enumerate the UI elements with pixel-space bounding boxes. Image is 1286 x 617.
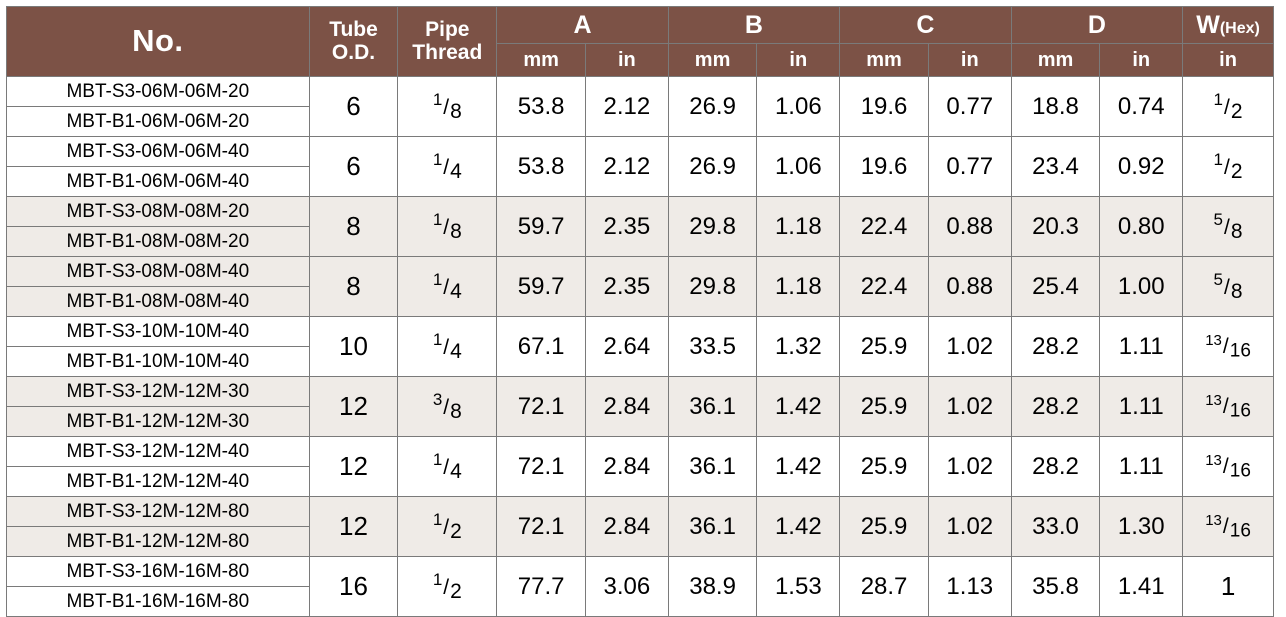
c-in-value: 1.02 (928, 317, 1011, 377)
c-mm-value: 25.9 (840, 437, 929, 497)
c-mm-value: 25.9 (840, 317, 929, 377)
b-mm-value: 26.9 (668, 77, 757, 137)
d-in-value: 0.92 (1100, 137, 1183, 197)
a-in-value: 2.64 (586, 317, 669, 377)
pipe-thread-value (398, 377, 497, 437)
fraction-denominator: 4 (450, 340, 462, 364)
part-number-bottom: MBT-B1-06M-06M-40 (7, 167, 310, 197)
fraction-numerator: 13 (1205, 511, 1222, 529)
fraction-slash: / (1222, 514, 1229, 538)
header-group-w (1183, 7, 1274, 44)
b-mm-value: 26.9 (668, 137, 757, 197)
a-mm-value: 67.1 (497, 317, 586, 377)
d-mm-value: 28.2 (1011, 317, 1100, 377)
fraction-slash: / (443, 96, 450, 120)
w-hex-value (1183, 497, 1274, 557)
header-group-d: D (1011, 7, 1182, 44)
header-pipe-thread-line1: Pipe (425, 18, 470, 42)
header-pipe-thread-line2: Thread (412, 40, 483, 64)
c-mm-value: 19.6 (840, 77, 929, 137)
d-in-value: 0.80 (1100, 197, 1183, 257)
w-hex-value (1183, 197, 1274, 257)
header-pipe-thread (398, 7, 497, 77)
b-in-value: 1.42 (757, 437, 840, 497)
d-mm-value: 35.8 (1011, 557, 1100, 617)
a-in-value: 3.06 (586, 557, 669, 617)
fraction (433, 391, 462, 422)
fraction-slash: / (443, 456, 450, 480)
fraction-numerator: 13 (1205, 391, 1222, 409)
d-in-value: 1.30 (1100, 497, 1183, 557)
a-in-value: 2.84 (586, 437, 669, 497)
pipe-thread-value (398, 557, 497, 617)
b-in-value: 1.32 (757, 317, 840, 377)
b-mm-value: 36.1 (668, 437, 757, 497)
fraction-slash: / (443, 156, 450, 180)
fraction-numerator: 1 (432, 149, 443, 169)
table-row (7, 317, 1274, 347)
fraction (1214, 271, 1243, 302)
d-mm-value: 18.8 (1011, 77, 1100, 137)
fraction-denominator: 8 (450, 220, 462, 244)
fraction-denominator: 8 (1230, 220, 1243, 244)
header-w-hex: (Hex) (1219, 19, 1260, 37)
fraction-denominator: 16 (1229, 460, 1251, 482)
w-hex-value (1183, 317, 1274, 377)
part-number-top: MBT-S3-12M-12M-40 (7, 437, 310, 467)
table-row (7, 497, 1274, 527)
header-part-number: No. (7, 7, 310, 77)
part-number-top: MBT-S3-10M-10M-40 (7, 317, 310, 347)
c-in-value: 0.77 (928, 137, 1011, 197)
fraction-slash: / (443, 576, 450, 600)
fraction-denominator: 2 (450, 580, 462, 604)
header-b-mm: mm (668, 44, 757, 77)
d-mm-value: 33.0 (1011, 497, 1100, 557)
table-row (7, 77, 1274, 107)
w-hex-value (1183, 437, 1274, 497)
fraction-slash: / (443, 516, 450, 540)
c-in-value: 1.02 (928, 437, 1011, 497)
header-group-b: B (668, 7, 839, 44)
pipe-thread-value (398, 77, 497, 137)
part-number-top: MBT-S3-12M-12M-30 (7, 377, 310, 407)
pipe-thread-value (398, 257, 497, 317)
fraction-denominator: 8 (450, 100, 462, 124)
w-hex-value (1183, 377, 1274, 437)
b-mm-value: 33.5 (668, 317, 757, 377)
part-number-top: MBT-S3-06M-06M-20 (7, 77, 310, 107)
fraction (1205, 333, 1251, 361)
part-number-top: MBT-S3-16M-16M-80 (7, 557, 310, 587)
fraction-denominator: 2 (1230, 160, 1243, 184)
w-hex-value (1183, 557, 1274, 617)
b-in-value: 1.06 (757, 137, 840, 197)
w-hex-value (1183, 257, 1274, 317)
b-in-value: 1.42 (757, 497, 840, 557)
part-number-bottom: MBT-B1-12M-12M-30 (7, 407, 310, 437)
fraction-numerator: 5 (1213, 209, 1224, 229)
fraction (1205, 513, 1251, 541)
c-in-value: 0.88 (928, 197, 1011, 257)
tube-od-value: 12 (309, 377, 398, 437)
fraction (433, 331, 462, 362)
b-in-value: 1.42 (757, 377, 840, 437)
tube-od-value: 16 (309, 557, 398, 617)
fraction-numerator: 1 (432, 569, 443, 589)
header-group-a: A (497, 7, 668, 44)
fraction (433, 151, 462, 182)
pipe-thread-value (398, 137, 497, 197)
fraction-numerator: 1 (1213, 89, 1224, 109)
a-mm-value: 77.7 (497, 557, 586, 617)
fraction-numerator: 1 (432, 329, 443, 349)
header-w-in: in (1183, 44, 1274, 77)
part-number-bottom: MBT-B1-10M-10M-40 (7, 347, 310, 377)
fraction (1214, 151, 1243, 182)
pipe-thread-value (398, 317, 497, 377)
header-w-label: W (1196, 10, 1220, 39)
b-in-value: 1.06 (757, 77, 840, 137)
fraction-slash: / (443, 216, 450, 240)
fraction-denominator: 4 (450, 280, 462, 304)
fraction (433, 91, 462, 122)
fraction-numerator: 1 (432, 89, 443, 109)
fraction-slash: / (1224, 276, 1230, 300)
header-tube-od (309, 7, 398, 77)
b-in-value: 1.18 (757, 197, 840, 257)
a-mm-value: 72.1 (497, 377, 586, 437)
d-in-value: 1.41 (1100, 557, 1183, 617)
spec-sheet (0, 6, 1286, 613)
c-mm-value: 22.4 (840, 197, 929, 257)
d-mm-value: 25.4 (1011, 257, 1100, 317)
header-c-in: in (928, 44, 1011, 77)
dimensions-table (6, 6, 1274, 617)
fraction-numerator: 1 (432, 509, 443, 529)
fraction-denominator: 16 (1229, 400, 1251, 422)
fraction-denominator: 4 (450, 160, 462, 184)
fraction-numerator: 13 (1205, 331, 1222, 349)
fraction-denominator: 2 (1230, 100, 1243, 124)
fraction-slash: / (1224, 216, 1230, 240)
fraction-denominator: 2 (450, 520, 462, 544)
a-mm-value: 53.8 (497, 137, 586, 197)
table-row (7, 257, 1274, 287)
c-mm-value: 19.6 (840, 137, 929, 197)
d-mm-value: 28.2 (1011, 437, 1100, 497)
fraction-slash: / (1224, 156, 1230, 180)
header-group-c: C (840, 7, 1011, 44)
tube-od-value: 6 (309, 77, 398, 137)
fraction-numerator: 1 (432, 209, 443, 229)
fraction-slash: / (1222, 454, 1229, 478)
c-in-value: 1.13 (928, 557, 1011, 617)
fraction (1214, 91, 1243, 122)
fraction-numerator: 3 (432, 389, 443, 409)
fraction-numerator: 13 (1205, 451, 1222, 469)
fraction (1205, 393, 1251, 421)
header-a-in: in (586, 44, 669, 77)
c-in-value: 1.02 (928, 497, 1011, 557)
tube-od-value: 12 (309, 497, 398, 557)
header-a-mm: mm (497, 44, 586, 77)
a-in-value: 2.84 (586, 377, 669, 437)
fraction-slash: / (443, 276, 450, 300)
fraction-slash: / (443, 336, 450, 360)
d-in-value: 1.11 (1100, 317, 1183, 377)
part-number-bottom: MBT-B1-08M-08M-20 (7, 227, 310, 257)
a-in-value: 2.12 (586, 77, 669, 137)
tube-od-value: 6 (309, 137, 398, 197)
fraction (433, 451, 462, 482)
tube-od-value: 8 (309, 197, 398, 257)
fraction-numerator: 1 (432, 269, 443, 289)
d-in-value: 1.11 (1100, 377, 1183, 437)
part-number-bottom: MBT-B1-06M-06M-20 (7, 107, 310, 137)
pipe-thread-value (398, 497, 497, 557)
w-hex-value (1183, 137, 1274, 197)
c-mm-value: 25.9 (840, 497, 929, 557)
table-row (7, 137, 1274, 167)
fraction-numerator: 5 (1213, 269, 1224, 289)
d-mm-value: 23.4 (1011, 137, 1100, 197)
part-number-bottom: MBT-B1-12M-12M-40 (7, 467, 310, 497)
tube-od-value: 10 (309, 317, 398, 377)
table-header (7, 7, 1274, 77)
header-tube-od-line1: Tube (329, 18, 378, 42)
part-number-bottom: MBT-B1-12M-12M-80 (7, 527, 310, 557)
pipe-thread-value (398, 197, 497, 257)
fraction-denominator: 8 (1230, 280, 1243, 304)
tube-od-value: 8 (309, 257, 398, 317)
a-in-value: 2.35 (586, 257, 669, 317)
c-in-value: 0.88 (928, 257, 1011, 317)
fraction-numerator: 1 (432, 449, 443, 469)
fraction (1205, 453, 1251, 481)
fraction (433, 511, 462, 542)
fraction-slash: / (1222, 394, 1229, 418)
a-in-value: 2.84 (586, 497, 669, 557)
w-hex-value (1183, 77, 1274, 137)
part-number-top: MBT-S3-12M-12M-80 (7, 497, 310, 527)
a-mm-value: 72.1 (497, 497, 586, 557)
c-in-value: 0.77 (928, 77, 1011, 137)
a-mm-value: 59.7 (497, 197, 586, 257)
part-number-bottom: MBT-B1-08M-08M-40 (7, 287, 310, 317)
fraction-denominator: 8 (450, 400, 462, 424)
fraction (433, 271, 462, 302)
b-mm-value: 29.8 (668, 257, 757, 317)
d-mm-value: 28.2 (1011, 377, 1100, 437)
fraction (1214, 211, 1243, 242)
table-row (7, 557, 1274, 587)
a-mm-value: 59.7 (497, 257, 586, 317)
a-in-value: 2.12 (586, 137, 669, 197)
b-mm-value: 29.8 (668, 197, 757, 257)
d-in-value: 1.11 (1100, 437, 1183, 497)
fraction-denominator: 16 (1229, 520, 1251, 542)
a-in-value: 2.35 (586, 197, 669, 257)
table-row (7, 437, 1274, 467)
table-body (7, 77, 1274, 617)
c-mm-value: 22.4 (840, 257, 929, 317)
fraction-slash: / (443, 396, 450, 420)
header-c-mm: mm (840, 44, 929, 77)
d-in-value: 1.00 (1100, 257, 1183, 317)
b-mm-value: 38.9 (668, 557, 757, 617)
pipe-thread-value (398, 437, 497, 497)
fraction-slash: / (1224, 96, 1230, 120)
fraction-denominator: 4 (450, 460, 462, 484)
part-number-top: MBT-S3-08M-08M-20 (7, 197, 310, 227)
fraction (433, 571, 462, 602)
b-in-value: 1.18 (757, 257, 840, 317)
b-in-value: 1.53 (757, 557, 840, 617)
header-d-in: in (1100, 44, 1183, 77)
part-number-top: MBT-S3-06M-06M-40 (7, 137, 310, 167)
table-row (7, 377, 1274, 407)
fraction-slash: / (1222, 334, 1229, 358)
c-in-value: 1.02 (928, 377, 1011, 437)
header-d-mm: mm (1011, 44, 1100, 77)
a-mm-value: 72.1 (497, 437, 586, 497)
fraction-numerator: 1 (1213, 149, 1224, 169)
part-number-top: MBT-S3-08M-08M-40 (7, 257, 310, 287)
fraction (433, 211, 462, 242)
tube-od-value: 12 (309, 437, 398, 497)
b-mm-value: 36.1 (668, 377, 757, 437)
fraction-denominator: 16 (1229, 340, 1251, 362)
b-mm-value: 36.1 (668, 497, 757, 557)
header-tube-od-line2: O.D. (331, 40, 376, 64)
c-mm-value: 28.7 (840, 557, 929, 617)
part-number-bottom: MBT-B1-16M-16M-80 (7, 587, 310, 617)
d-mm-value: 20.3 (1011, 197, 1100, 257)
c-mm-value: 25.9 (840, 377, 929, 437)
table-row (7, 197, 1274, 227)
a-mm-value: 53.8 (497, 77, 586, 137)
header-b-in: in (757, 44, 840, 77)
d-in-value: 0.74 (1100, 77, 1183, 137)
whole-number: 1 (1220, 571, 1236, 601)
